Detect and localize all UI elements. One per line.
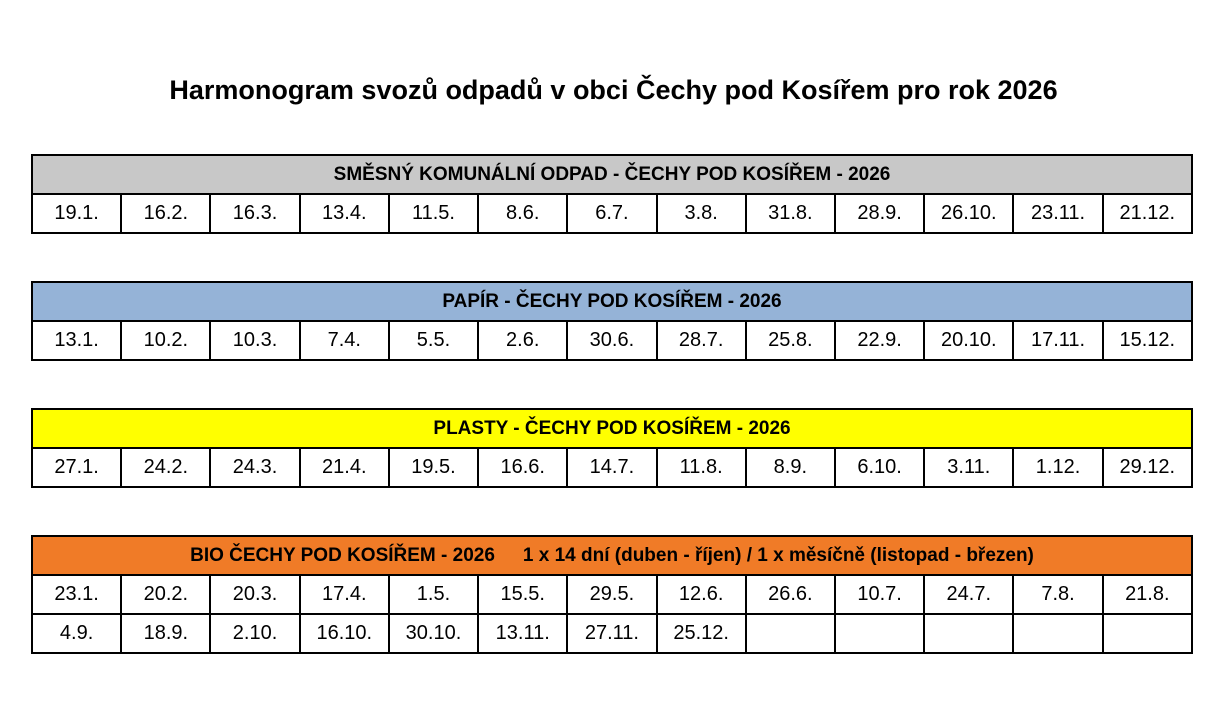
date-cell: 7.8. [1013,575,1102,614]
date-cell: 28.7. [657,321,746,360]
date-cell: 15.5. [478,575,567,614]
date-cell: 11.8. [657,448,746,487]
table-row [32,194,1192,233]
date-cell: 17.4. [300,575,389,614]
date-cell: 13.1. [32,321,121,360]
date-cell: 7.4. [300,321,389,360]
date-cell: 24.7. [924,575,1013,614]
date-cell: 11.5. [389,194,478,233]
date-cell: 13.4. [300,194,389,233]
plasty-table [31,408,1193,488]
date-cell: 31.8. [746,194,835,233]
date-cell: 22.9. [835,321,924,360]
date-cell: 26.10. [924,194,1013,233]
page-title: Harmonogram svozů odpadů v obci Čechy pod Kosířem pro rok 2026 [169,75,1058,105]
smesny-odpad-table [31,154,1193,234]
date-cell: 1.5. [389,575,478,614]
empty-cell [1013,614,1102,653]
date-cell: 8.9. [746,448,835,487]
date-cell: 29.5. [567,575,656,614]
plasty-heading: PLASTY - ČECHY POD KOSÍŘEM - 2026 [32,409,1192,448]
date-cell: 20.2. [121,575,210,614]
date-cell: 24.2. [121,448,210,487]
date-cell: 28.9. [835,194,924,233]
date-cell: 20.10. [924,321,1013,360]
date-cell: 3.8. [657,194,746,233]
bio-heading [32,536,1192,575]
table-row [32,321,1192,360]
bio-heading-title: BIO ČECHY POD KOSÍŘEM - 2026 [190,544,495,566]
date-cell: 4.9. [32,614,121,653]
smesny-odpad-heading: SMĚSNÝ KOMUNÁLNÍ ODPAD - ČECHY POD KOSÍŘEM - 2026 [32,155,1192,194]
empty-cell [924,614,1013,653]
date-cell: 29.12. [1103,448,1192,487]
date-cell: 3.11. [924,448,1013,487]
date-cell: 16.6. [478,448,567,487]
date-cell: 13.11. [478,614,567,653]
papir-heading: PAPÍR - ČECHY POD KOSÍŘEM - 2026 [32,282,1192,321]
date-cell: 19.5. [389,448,478,487]
date-cell: 2.10. [210,614,299,653]
date-cell: 21.4. [300,448,389,487]
papir-table [31,281,1193,361]
date-cell: 2.6. [478,321,567,360]
bio-heading-note: 1 x 14 dní (duben - říjen) / 1 x měsíčně (listopad - březen) [522,544,1034,566]
date-cell: 21.8. [1103,575,1192,614]
date-cell: 5.5. [389,321,478,360]
table-row [32,614,1192,653]
date-cell: 21.12. [1103,194,1192,233]
date-cell: 30.10. [389,614,478,653]
date-cell: 16.10. [300,614,389,653]
date-cell: 27.11. [567,614,656,653]
bio-table [31,535,1193,654]
date-cell: 25.12. [657,614,746,653]
empty-cell [1103,614,1192,653]
date-cell: 20.3. [210,575,299,614]
date-cell: 19.1. [32,194,121,233]
date-cell: 17.11. [1013,321,1102,360]
date-cell: 23.11. [1013,194,1102,233]
date-cell: 16.3. [210,194,299,233]
date-cell: 16.2. [121,194,210,233]
date-cell: 8.6. [478,194,567,233]
date-cell: 14.7. [567,448,656,487]
date-cell: 24.3. [210,448,299,487]
table-row [32,448,1192,487]
date-cell: 15.12. [1103,321,1192,360]
date-cell: 10.7. [835,575,924,614]
date-cell: 6.7. [567,194,656,233]
table-row [32,575,1192,614]
date-cell: 26.6. [746,575,835,614]
date-cell: 10.3. [210,321,299,360]
date-cell: 12.6. [657,575,746,614]
date-cell: 1.12. [1013,448,1102,487]
date-cell: 23.1. [32,575,121,614]
date-cell: 18.9. [121,614,210,653]
date-cell: 6.10. [835,448,924,487]
empty-cell [746,614,835,653]
date-cell: 27.1. [32,448,121,487]
date-cell: 10.2. [121,321,210,360]
date-cell: 30.6. [567,321,656,360]
empty-cell [835,614,924,653]
date-cell: 25.8. [746,321,835,360]
